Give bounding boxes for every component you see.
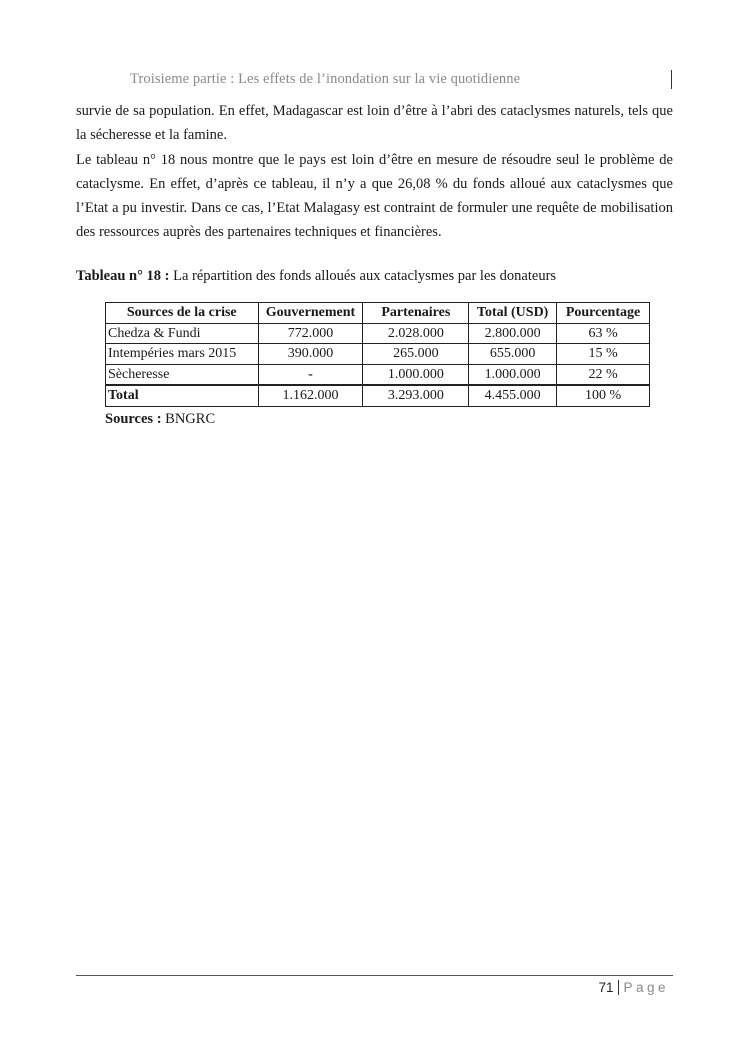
- table-cell: 655.000: [469, 344, 557, 365]
- table-cell: 100 %: [557, 385, 650, 406]
- table-cell: Sècheresse: [106, 364, 259, 385]
- table-cell: 3.293.000: [363, 385, 469, 406]
- table-cell: 22 %: [557, 364, 650, 385]
- table-cell: Intempéries mars 2015: [106, 344, 259, 365]
- column-header: Sources de la crise: [106, 303, 259, 324]
- column-header: Pourcentage: [557, 303, 650, 324]
- column-header: Partenaires: [363, 303, 469, 324]
- table-row: [106, 344, 650, 365]
- page-footer: [598, 980, 669, 995]
- paragraph-1: survie de sa population. En effet, Madagascar est loin d’être à l’abri des cataclysmes naturels, tels que la sécheresse et la famine.: [76, 103, 673, 144]
- table-cell: 4.455.000: [469, 385, 557, 406]
- table-row: [106, 323, 650, 344]
- body-text: [76, 99, 673, 245]
- header-divider: [671, 70, 672, 89]
- table-cell: 265.000: [363, 344, 469, 365]
- page-word: Page: [623, 980, 669, 995]
- table-cell: -: [258, 364, 363, 385]
- funds-table: [105, 302, 650, 407]
- paragraph-2: Le tableau n° 18 nous montre que le pays est loin d’être en mesure de résoudre seul le problème de cataclysme. En effet, d’après ce tableau, il n’y a que 26,08 % du fonds alloué aux cataclysmes que l’Etat a pu investir. Dans ce cas, l’Etat Malagasy est contraint de formuler une requête de mobilisation des ressources auprès des partenaires techniques et financières.: [76, 151, 673, 241]
- sources-value: BNGRC: [161, 411, 216, 427]
- table-caption: [76, 268, 556, 285]
- table-cell: 2.800.000: [469, 323, 557, 344]
- table-caption-text: La répartition des fonds alloués aux cataclysmes par les donateurs: [169, 268, 557, 284]
- table-cell: 1.162.000: [258, 385, 363, 406]
- table-row: [106, 364, 650, 385]
- column-header: Gouvernement: [258, 303, 363, 324]
- page-number: 71: [598, 980, 614, 995]
- table-cell: 1.000.000: [469, 364, 557, 385]
- table-cell: 63 %: [557, 323, 650, 344]
- table-sources: [105, 411, 215, 428]
- table-cell: 2.028.000: [363, 323, 469, 344]
- table-total-row: [106, 385, 650, 406]
- footer-divider: [76, 975, 673, 976]
- footer-separator: [618, 980, 619, 995]
- table-cell: 15 %: [557, 344, 650, 365]
- table-cell: Total: [106, 385, 259, 406]
- table-cell: 1.000.000: [363, 364, 469, 385]
- column-header: Total (USD): [469, 303, 557, 324]
- table-cell: 772.000: [258, 323, 363, 344]
- table-header-row: [106, 303, 650, 324]
- running-header: Troisieme partie : Les effets de l’inondation sur la vie quotidienne: [130, 71, 521, 87]
- sources-label: Sources :: [105, 411, 162, 427]
- table-caption-label: Tableau n° 18 :: [76, 268, 170, 284]
- table-cell: Chedza & Fundi: [106, 323, 259, 344]
- table-cell: 390.000: [258, 344, 363, 365]
